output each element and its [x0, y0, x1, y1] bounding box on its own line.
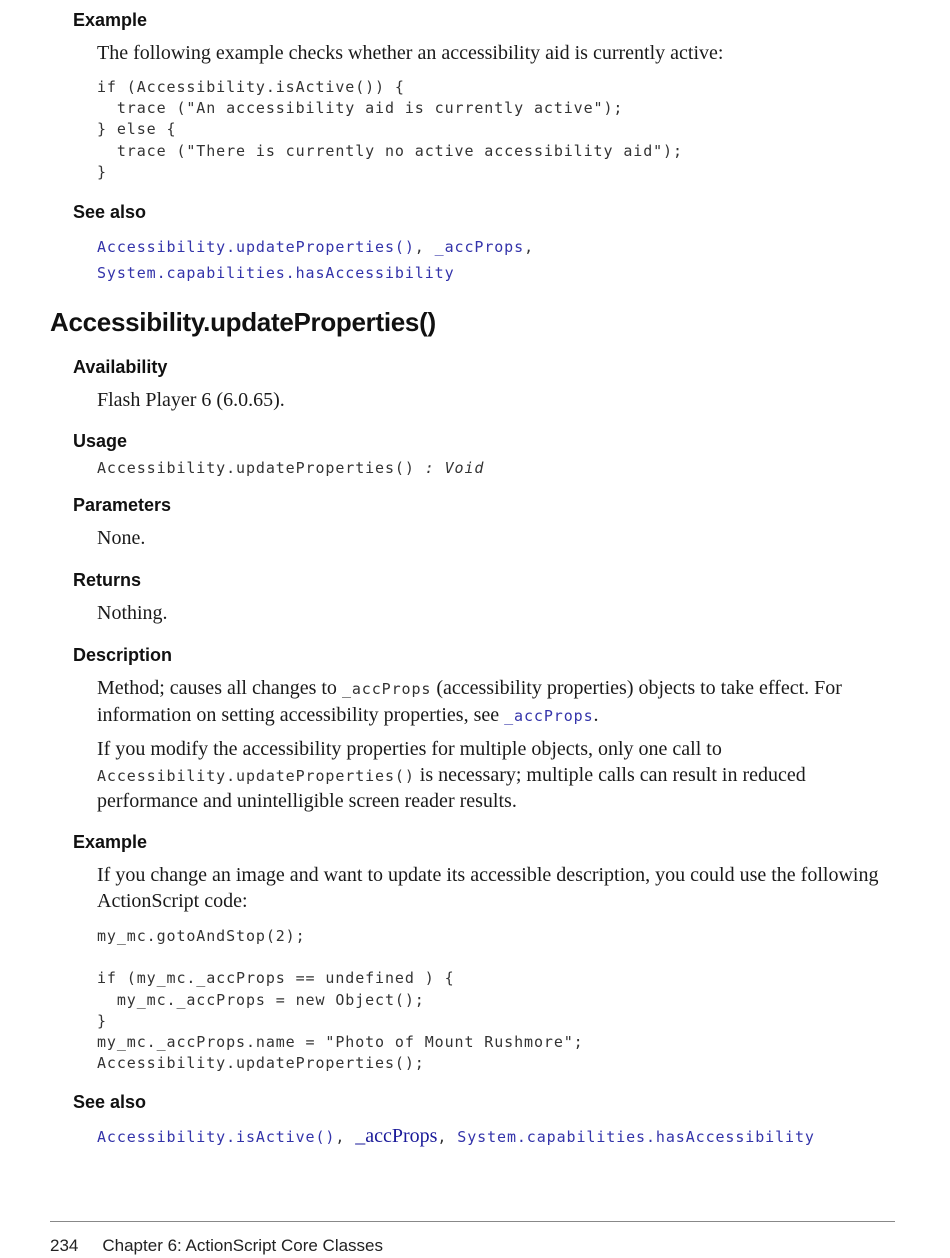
text: . — [593, 703, 599, 726]
link-acc-props-2[interactable]: _accProps — [355, 1125, 438, 1147]
availability-heading: Availability — [73, 357, 168, 377]
link-update-properties[interactable]: Accessibility.updateProperties() — [97, 238, 415, 256]
parameters-text: None. — [97, 527, 146, 549]
see-also-links-2 — [97, 1124, 917, 1151]
separator: , — [524, 238, 534, 256]
description-heading: Description — [73, 645, 173, 665]
inline-code: Accessibility.updateProperties() — [97, 766, 415, 785]
see-also-heading: See also — [73, 202, 147, 222]
description-paragraph-2 — [97, 737, 832, 815]
example-heading-2: Example — [73, 832, 148, 852]
example-intro-2: If you change an image and want to update its accessible description, you could use the following ActionScript code: — [97, 864, 879, 912]
page-number: 234 — [50, 1236, 79, 1255]
link-has-accessibility-2[interactable]: System.capabilities.hasAccessibility — [457, 1128, 815, 1146]
footer-divider — [50, 1221, 895, 1222]
description-paragraph-1 — [97, 676, 857, 729]
separator: , — [335, 1128, 346, 1146]
chapter-title: Chapter 6: ActionScript Core Classes — [102, 1236, 383, 1255]
usage-heading: Usage — [73, 431, 128, 451]
example-code-block-2: my_mc.gotoAndStop(2); if (my_mc._accProps == undefined ) { my_mc._accProps = new Object(); } my_mc._accProps.name = "Photo of Mount Rushmore"; Accessibility.updateProperties(); — [97, 927, 584, 1073]
link-acc-props[interactable]: _accProps — [434, 238, 525, 256]
text: (accessibility properties) objects to take effect. For information on setting accessibility properties, see — [97, 677, 842, 726]
text: If you modify the accessibility properties for multiple objects, only one call to — [97, 738, 722, 760]
see-also-links — [97, 234, 897, 286]
parameters-heading: Parameters — [73, 495, 172, 515]
separator: , — [414, 238, 425, 256]
link-acc-props-inline[interactable]: _accProps — [504, 706, 594, 725]
usage-return-type: : Void — [414, 459, 485, 477]
example-code-block: if (Accessibility.isActive()) { trace ("An accessibility aid is currently active"); } else { trace ("There is currently no active accessibility aid"); } — [97, 78, 683, 181]
text: is necessary; multiple calls can result in reduced performance and unintelligible screen reader results. — [97, 763, 806, 812]
section-title: Accessibility.updateProperties() — [50, 307, 436, 337]
inline-code: _accProps — [341, 680, 432, 698]
page-footer — [50, 1236, 383, 1256]
example-heading: Example — [73, 10, 148, 30]
link-is-active[interactable]: Accessibility.isActive() — [97, 1128, 336, 1146]
usage-code: Accessibility.updateProperties() — [97, 459, 415, 477]
link-has-accessibility[interactable]: System.capabilities.hasAccessibility — [97, 264, 455, 282]
separator: , — [437, 1128, 448, 1146]
see-also-heading-2: See also — [73, 1092, 147, 1112]
returns-heading: Returns — [73, 570, 142, 590]
availability-text: Flash Player 6 (6.0.65). — [97, 389, 285, 411]
returns-text: Nothing. — [97, 602, 168, 624]
text: Method; causes all changes to — [97, 677, 342, 699]
usage-signature — [97, 456, 897, 482]
example-intro: The following example checks whether an accessibility aid is currently active: — [97, 42, 724, 64]
